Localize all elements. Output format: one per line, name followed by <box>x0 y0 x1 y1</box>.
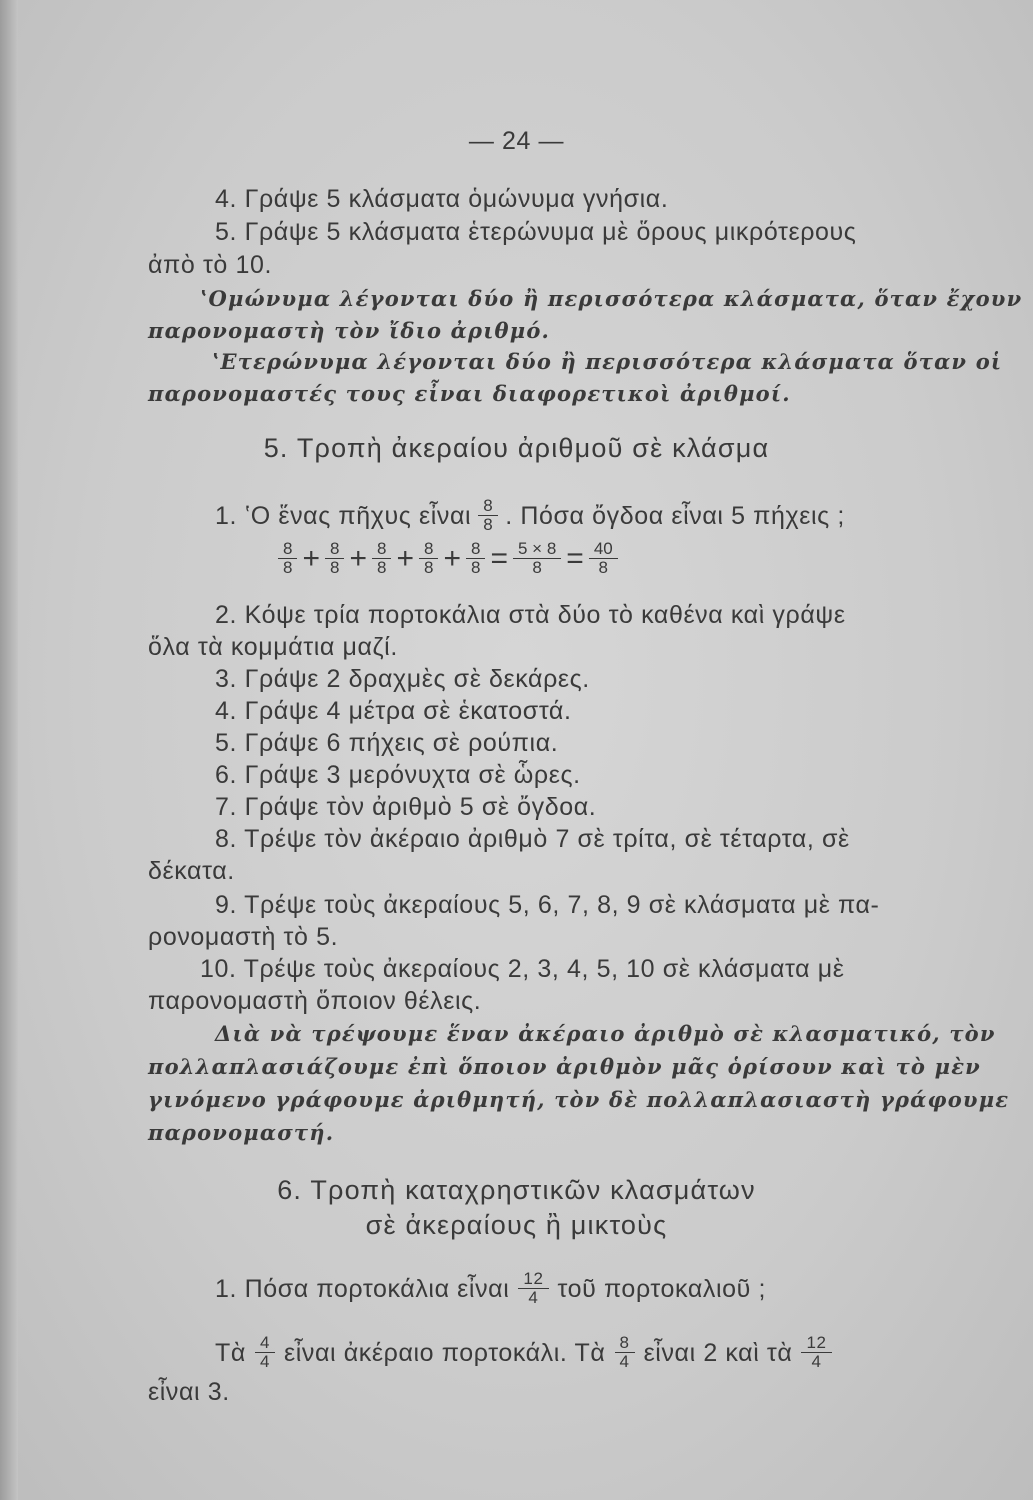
section-5-question-2-line1: 2. Κόψε τρία πορτοκάλια στὰ δύο τὸ καθένα καὶ γράψε <box>215 601 846 629</box>
section-5-question-2-line2: ὅλα τὰ κομμάτια μαζί. <box>148 633 398 661</box>
rule-line4: παρονομαστή. <box>148 1120 335 1145</box>
exercise-5-line1: 5. Γράψε 5 κλάσματα ἑτερώνυμα μὲ ὅρους μικρότερους <box>215 218 857 246</box>
section-6-title-line2: σὲ ἀκεραίους ἢ μικτοὺς <box>365 1210 668 1240</box>
answer-text: εἶναι 2 καὶ τὰ <box>643 1338 793 1367</box>
question-1-text-a: 1. ʽΟ ἕνας πῆχυς εἶναι <box>215 501 472 530</box>
exercise-5-line2: ἀπὸ τὸ 10. <box>148 251 273 279</box>
section-5-question-8-line2: δέκατα. <box>148 857 235 885</box>
section-5-question-9-line1: 9. Τρέψε τοὺς ἀκεραίους 5, 6, 7, 8, 9 σὲ κλάσματα μὲ πα- <box>215 891 880 919</box>
result-fraction: $\frac{40}{8}$ <box>589 540 618 577</box>
equals-sign: = <box>490 541 508 575</box>
definition-heteronym-line2: παρονομαστές τους εἶναι διαφορετικοὶ ἀριθμοί. <box>148 381 791 406</box>
fraction-sum-equation <box>275 540 621 577</box>
section-5-question-4: 4. Γράψε 4 μέτρα σὲ ἑκατοστά. <box>215 697 572 725</box>
plus-sign: + <box>349 541 367 575</box>
question-1-text-b: . Πόσα ὄγδοα εἶναι 5 πήχεις ; <box>505 501 845 530</box>
section-5-question-3: 3. Γράψε 2 δραχμὲς σὲ δεκάρες. <box>215 665 590 693</box>
section-6-answer-line2: εἶναι 3. <box>148 1378 230 1406</box>
fraction-12-4: $\frac{12}{4}$ <box>801 1334 831 1371</box>
exercise-4: 4. Γράψε 5 κλάσματα ὁμώνυμα γνήσια. <box>215 185 669 213</box>
rule-line3: γινόμενο γράφουμε ἀριθμητή, τὸν δὲ πολλαπλασιαστὴ γράφουμε <box>148 1087 1010 1112</box>
section-5-question-5: 5. Γράψε 6 πήχεις σὲ ρούπια. <box>215 729 559 757</box>
section-5-question-10-line1: 10. Τρέψε τοὺς ἀκεραίους 2, 3, 4, 5, 10 σὲ κλάσματα μὲ <box>200 955 845 983</box>
product-fraction: $\frac{5 \times 8}{8}$ <box>513 540 561 577</box>
definition-homonym-line2: παρονομαστὴ τὸν ἴδιο ἀριθμό. <box>148 318 551 343</box>
section-5-question-8-line1: 8. Τρέψε τὸν ἀκέραιο ἀριθμὸ 7 σὲ τρίτα, σὲ τέταρτα, σὲ <box>215 825 850 853</box>
section-6-question-1 <box>215 1270 766 1307</box>
term-fraction: $\frac{8}{8}$ <box>419 540 438 577</box>
section-5-title: 5. Τροπὴ ἀκεραίου ἀριθμοῦ σὲ κλάσμα <box>263 433 770 463</box>
definition-heteronym-line1: ʽΕτερώνυμα λέγονται δύο ἢ περισσότερα κλάσματα ὅταν οἱ <box>212 349 1003 374</box>
question-text-b: τοῦ πορτοκαλιοῦ ; <box>557 1274 767 1303</box>
fraction-4-4: $\frac{4}{4}$ <box>255 1334 275 1371</box>
fraction-denominator: 8 <box>483 515 494 534</box>
answer-text: εἶναι ἀκέραιο πορτοκάλι. Τὰ <box>284 1338 606 1367</box>
section-5-question-1 <box>215 497 845 534</box>
fraction-12-4: $\frac{12}{4}$ <box>518 1270 548 1307</box>
section-5-question-6: 6. Γράψε 3 μερόνυχτα σὲ ὧρες. <box>215 761 581 789</box>
question-text-a: 1. Πόσα πορτοκάλια εἶναι <box>215 1274 510 1303</box>
equals-sign: = <box>566 541 584 575</box>
section-6-title-line1: 6. Τροπὴ καταχρηστικῶν κλασμάτων <box>277 1175 756 1205</box>
definition-homonym-line1: ʽΟμώνυμα λέγονται δύο ἢ περισσότερα κλάσματα, ὅταν ἔχουν <box>200 286 1023 311</box>
rule-line1: Διὰ νὰ τρέψουμε ἕναν ἀκέραιο ἀριθμὸ σὲ κλασματικό, τὸν <box>215 1021 996 1046</box>
plus-sign: + <box>302 541 320 575</box>
term-fraction: $\frac{8}{8}$ <box>325 540 344 577</box>
answer-text: Τὰ <box>215 1338 246 1367</box>
section-5-question-7: 7. Γράψε τὸν ἀριθμὸ 5 σὲ ὄγδοα. <box>215 793 597 821</box>
fraction-numerator: 8 <box>478 497 498 516</box>
page-number: — 24 — <box>468 127 565 155</box>
term-fraction: $\frac{8}{8}$ <box>278 540 297 577</box>
section-5-question-10-line2: παρονομαστὴ ὅποιον θέλεις. <box>148 987 482 1015</box>
fraction-8-4: $\frac{8}{4}$ <box>615 1334 635 1371</box>
term-fraction: $\frac{8}{8}$ <box>466 540 485 577</box>
rule-line2: πολλαπλασιάζουμε ἐπὶ ὅποιον ἀριθμὸν μᾶς ὁρίσουν καὶ τὸ μὲν <box>148 1054 981 1079</box>
plus-sign: + <box>443 541 461 575</box>
plus-sign: + <box>396 541 414 575</box>
fraction-8-8 <box>478 497 498 534</box>
term-fraction: $\frac{8}{8}$ <box>372 540 391 577</box>
section-5-question-9-line2: ρονομαστὴ τὸ 5. <box>148 923 339 951</box>
section-6-answer-line1 <box>215 1334 835 1371</box>
